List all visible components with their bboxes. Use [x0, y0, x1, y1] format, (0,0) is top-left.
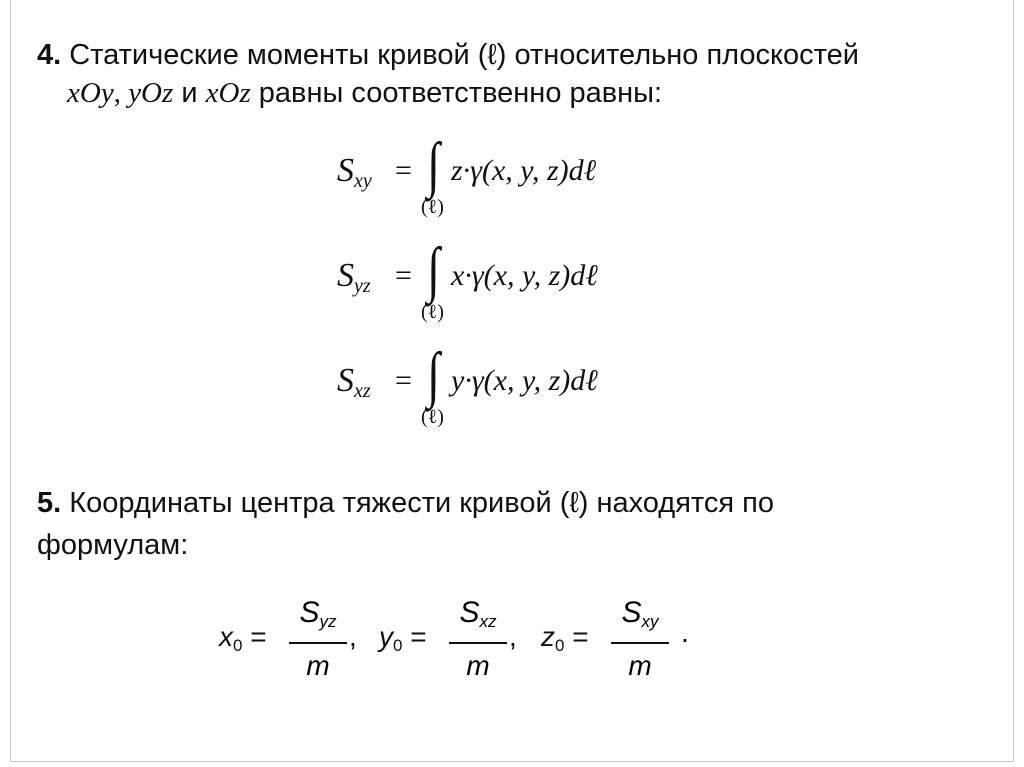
item4-line2-tail: равны соответственно равны: — [250, 77, 663, 109]
fraction-bar — [449, 642, 507, 644]
plane-sep-1: , — [113, 77, 129, 109]
plane-yoz: yOz — [128, 77, 174, 109]
centroid-var: $z_0$ = — [541, 621, 589, 655]
integral-sign: ∫ — [427, 131, 440, 199]
formula-lhs: $S_{yz}$ — [337, 257, 371, 297]
equals-sign: = — [395, 259, 412, 292]
formula-lhs: $S_{xz}$ — [337, 362, 371, 402]
item4-line2 — [67, 76, 662, 110]
item5-number: 5. — [37, 487, 62, 519]
fraction-bar — [289, 642, 347, 644]
end-dot: . — [681, 617, 689, 648]
item4-number: 4. — [37, 39, 62, 71]
integrand: z·γ(x, y, z)dℓ — [451, 154, 597, 187]
integral-sign: ∫ — [427, 341, 440, 409]
formula-sxy — [337, 131, 677, 230]
fraction-numerator: $S_{xz}$ — [459, 596, 497, 631]
equals-sign: = — [395, 154, 412, 187]
formula-lhs: $S_{xy}$ — [337, 152, 372, 192]
centroid-formulas — [219, 595, 709, 685]
comma: , — [509, 621, 517, 652]
item4-line1 — [37, 38, 859, 72]
centroid-var: $x_0$ = — [219, 621, 267, 655]
item5-line2: формулам: — [37, 529, 189, 561]
centroid-var: $y_0$ = — [379, 621, 427, 655]
fraction-numerator: $S_{xy}$ — [621, 596, 659, 631]
formula-syz — [337, 236, 677, 335]
item5-line1 — [37, 486, 774, 520]
fraction-denominator: m — [466, 650, 490, 681]
plane-sep-2: и — [173, 77, 206, 109]
fraction — [289, 595, 347, 682]
fraction-denominator: m — [628, 650, 652, 681]
integral-sign: ∫ — [427, 236, 440, 304]
fraction-bar — [611, 642, 669, 644]
fraction-denominator: m — [306, 650, 330, 681]
fraction — [611, 595, 669, 682]
integral-lower-limit: (ℓ) — [421, 196, 444, 218]
comma: , — [349, 621, 357, 652]
slide — [10, 0, 1014, 762]
item4-text: Статические моменты кривой (ℓ) относительно плоскостей — [61, 39, 859, 71]
plane-xoz: xOz — [205, 77, 251, 109]
integral-lower-limit: (ℓ) — [421, 301, 444, 323]
item5-text: Координаты центра тяжести кривой (ℓ) находятся по — [61, 487, 774, 519]
integral-lower-limit: (ℓ) — [421, 406, 444, 428]
integrand: y·γ(x, y, z)dℓ — [451, 364, 598, 397]
fraction — [449, 595, 507, 682]
formula-sxz — [337, 341, 677, 440]
integrand: x·γ(x, y, z)dℓ — [451, 259, 598, 292]
fraction-numerator: $S_{yz}$ — [299, 596, 337, 631]
equals-sign: = — [395, 364, 412, 397]
plane-xoy: xOy — [67, 77, 114, 109]
